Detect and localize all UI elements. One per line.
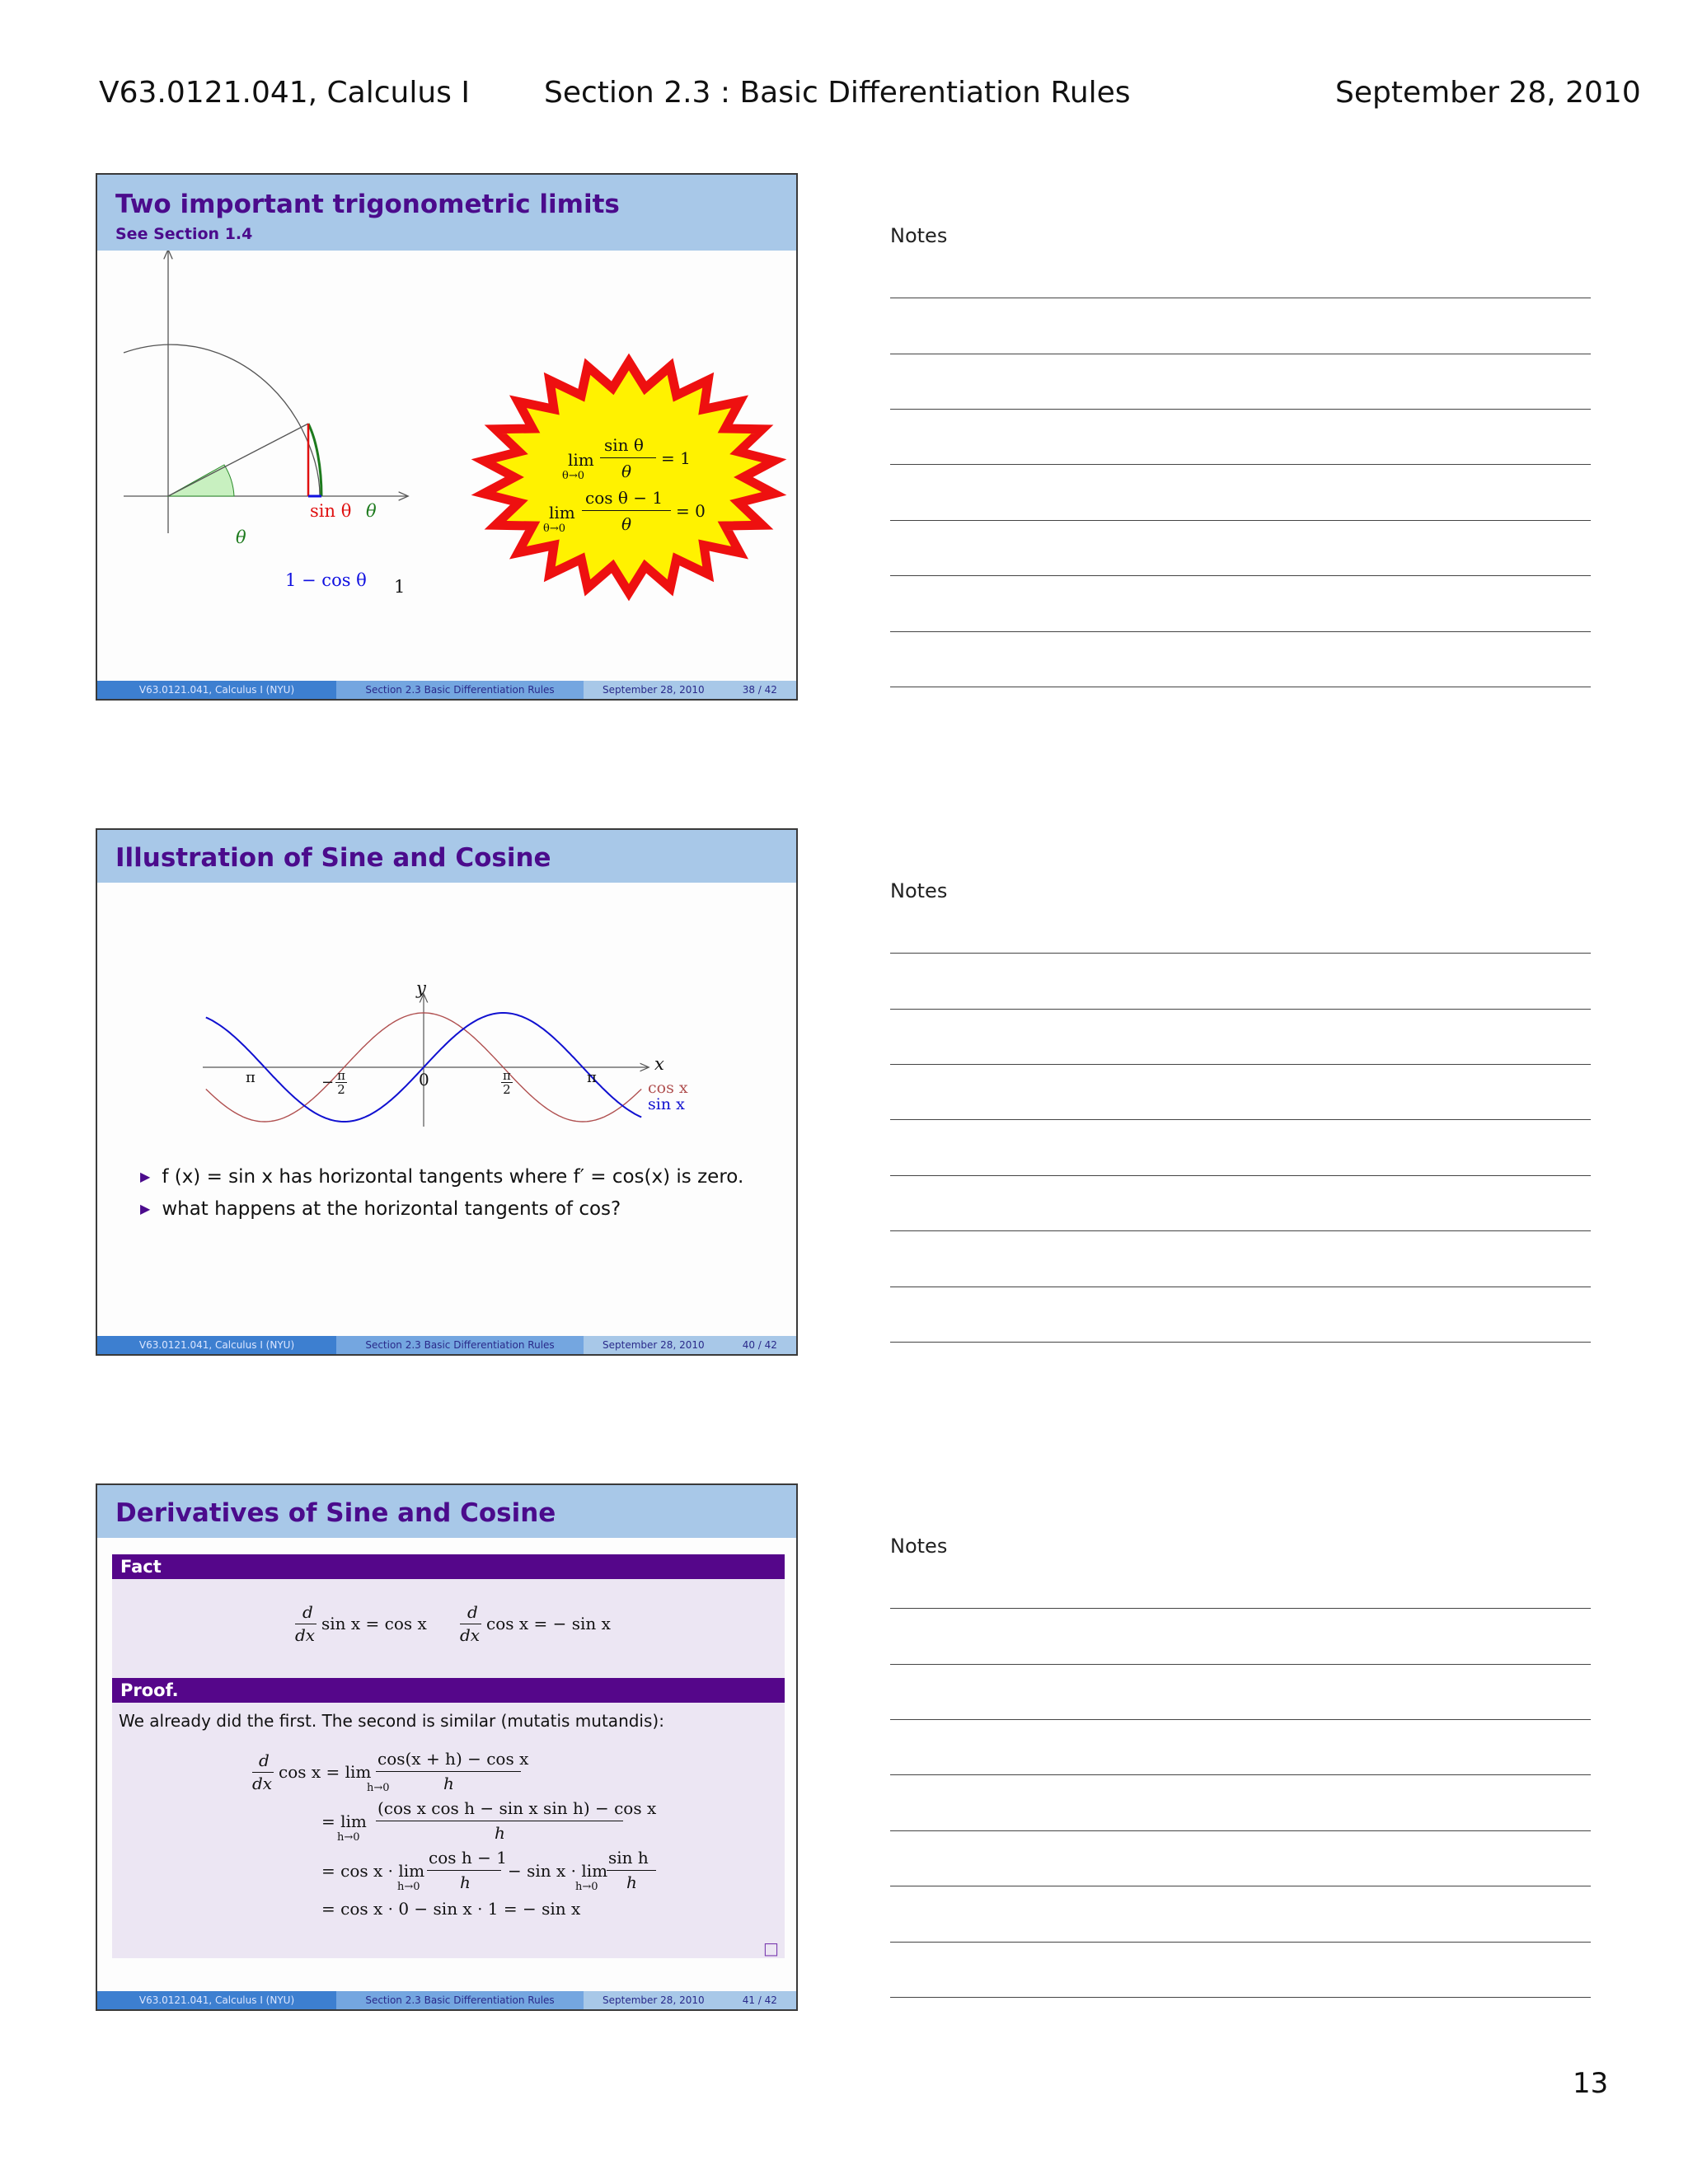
footer-right [584,1991,796,2009]
note-line[interactable] [890,631,1591,632]
slide-derivatives-sine-cosine [96,1483,798,2011]
lim2-sub: θ→0 [543,523,565,535]
proof-l1-num: cos(x + h) − cos x [377,1749,529,1769]
unit-circle-diagram [97,251,509,580]
sin-theta-label: sin θ [310,501,352,521]
proof-lhs: cos x = lim [279,1762,372,1782]
lim1-num: sin θ [604,435,644,455]
proof-sub4: h→0 [575,1881,598,1893]
footer-section: Section 2.3 Basic Differentiation Rules [336,1991,584,2009]
note-line[interactable] [890,1942,1591,1943]
note-line[interactable] [890,464,1591,465]
bullet-triangle-icon: ▶ [140,1169,151,1184]
fact-d2: d [467,1602,478,1622]
proof-l3-den1: h [460,1872,471,1892]
proof-l3-bar2 [607,1870,656,1871]
plot-x-label: x [654,1054,664,1074]
slide-footer [97,1991,796,2009]
arc-theta-label: θ [366,501,377,521]
slide-trig-limits [96,173,798,701]
note-line[interactable] [890,575,1591,576]
note-line[interactable] [890,409,1591,410]
proof-block-body [112,1703,785,1958]
one-minus-cos-label: 1 − cos θ [285,570,367,590]
lim1-bar [600,457,656,458]
tick-neg-pi: π [246,1069,256,1086]
lim1-lim: lim [568,450,594,470]
slide-footer [97,1336,796,1354]
footer-section: Section 2.3 Basic Differentiation Rules [336,681,584,699]
footer-pages: 38 / 42 [742,684,777,696]
note-line[interactable] [890,1342,1591,1343]
proof-intro: We already did the first. The second is similar (mutatis mutandis): [119,1711,664,1731]
footer-right [584,1336,796,1354]
proof-sub1: h→0 [367,1782,390,1794]
qed-icon: □ [763,1938,779,1958]
proof-d: d [259,1750,270,1770]
proof-sub2: h→0 [337,1831,360,1844]
note-line[interactable] [890,1119,1591,1120]
slide-sine-cosine-illustration [96,828,798,1356]
header-date: September 28, 2010 [1335,76,1641,110]
note-line[interactable] [890,1009,1591,1010]
notes-label: Notes [890,879,948,902]
footer-course: V63.0121.041, Calculus I (NYU) [97,1336,336,1354]
bullet-item: ▶ f (x) = sin x has horizontal tangents where f′ = cos(x) is zero. [140,1166,744,1188]
note-line[interactable] [890,1774,1591,1775]
radius-one-label: 1 [394,577,406,597]
fact-dx2: dx [460,1625,481,1645]
unit-circle-arc [124,344,302,429]
footer-date: September 28, 2010 [603,1994,705,2006]
page-number: 13 [1573,2067,1609,2100]
proof-dx: dx [252,1774,273,1793]
fact-eq1: sin x = cos x [321,1614,427,1633]
proof-l3-mid: − sin x · lim [508,1861,608,1881]
slide-title: Derivatives of Sine and Cosine [115,1498,556,1528]
note-line[interactable] [890,1719,1591,1720]
plot-y-label: y [416,978,426,998]
angle-theta-label: θ [236,527,246,547]
radius-line [168,424,308,496]
footer-course: V63.0121.041, Calculus I (NYU) [97,1991,336,2009]
notes-label: Notes [890,224,948,247]
note-line[interactable] [890,1286,1591,1287]
lim2-num: cos θ − 1 [585,488,663,508]
slide-subtitle: See Section 1.4 [115,225,253,243]
legend-sin: sin x [648,1095,685,1113]
note-line[interactable] [890,1175,1591,1176]
footer-section: Section 2.3 Basic Differentiation Rules [336,1336,584,1354]
fact-d1: d [302,1602,313,1622]
proof-l1-bar [376,1771,521,1772]
proof-l3-pre: = cos x · lim [321,1861,425,1881]
footer-date: September 28, 2010 [603,1339,705,1351]
unit-circle-arc-lower [302,429,320,496]
slide-title: Illustration of Sine and Cosine [115,843,551,873]
proof-l2-pre: = lim [321,1811,367,1831]
proof-bar-d [252,1772,274,1773]
proof-block-header: Proof. [112,1678,785,1703]
proof-l4: = cos x · 0 − sin x · 1 = − sin x [321,1899,581,1919]
proof-l3-bar1 [427,1870,501,1871]
tick-neg-half-pi: − $\frac{\pi}{2}$ [321,1068,345,1097]
tick-half-pi: π 2 [503,1068,511,1097]
footer-course: V63.0121.041, Calculus I (NYU) [97,681,336,699]
proof-l3-den2: h [626,1872,637,1892]
note-line[interactable] [890,1230,1591,1231]
proof-l2-den: h [495,1823,505,1843]
proof-l2-num: (cos x cos h − sin x sin h) − cos x [377,1798,657,1818]
header-course: V63.0121.041, Calculus I [99,76,470,110]
footer-date: September 28, 2010 [603,684,705,696]
note-line[interactable] [890,520,1591,521]
bullet-triangle-icon: ▶ [140,1201,151,1216]
lim2-bar [582,510,671,511]
lim1-sub: θ→0 [562,470,584,482]
lim1-rhs: = 1 [661,448,691,468]
footer-pages: 41 / 42 [742,1994,777,2006]
lim2-lim: lim [549,503,575,523]
fact-eq2: cos x = − sin x [486,1614,611,1633]
slide-title: Two important trigonometric limits [115,190,620,219]
slide-footer [97,681,796,699]
header-section: Section 2.3 : Basic Differentiation Rules [544,76,1131,110]
notes-label: Notes [890,1535,948,1558]
fact-block-body [112,1579,785,1686]
footer-right [584,681,796,699]
note-line[interactable] [890,1997,1591,1998]
footer-pages: 40 / 42 [742,1339,777,1351]
lim1-den: θ [621,462,632,481]
slide-header [97,175,796,251]
fact-block-header: Fact [112,1554,785,1579]
note-line[interactable] [890,1830,1591,1831]
tick-zero: 0 [419,1070,429,1090]
note-line[interactable] [890,1064,1591,1065]
proof-l3-num1: cos h − 1 [429,1848,507,1868]
sine-cosine-plot [97,830,798,1356]
bullet-item: ▶ what happens at the horizontal tangents of cos? [140,1198,621,1220]
note-line[interactable] [890,1608,1591,1609]
legend-cos: cos x [648,1079,688,1097]
proof-l1-den: h [443,1774,454,1793]
proof-l3-num2: sin h [608,1848,649,1868]
tick-pi: π [587,1069,597,1086]
fact-dx1: dx [295,1625,316,1645]
note-line[interactable] [890,1664,1591,1665]
proof-sub3: h→0 [397,1881,420,1893]
lim2-rhs: = 0 [676,501,706,521]
slide-header [97,1485,796,1538]
lim2-den: θ [621,514,632,534]
note-line[interactable] [890,953,1591,954]
